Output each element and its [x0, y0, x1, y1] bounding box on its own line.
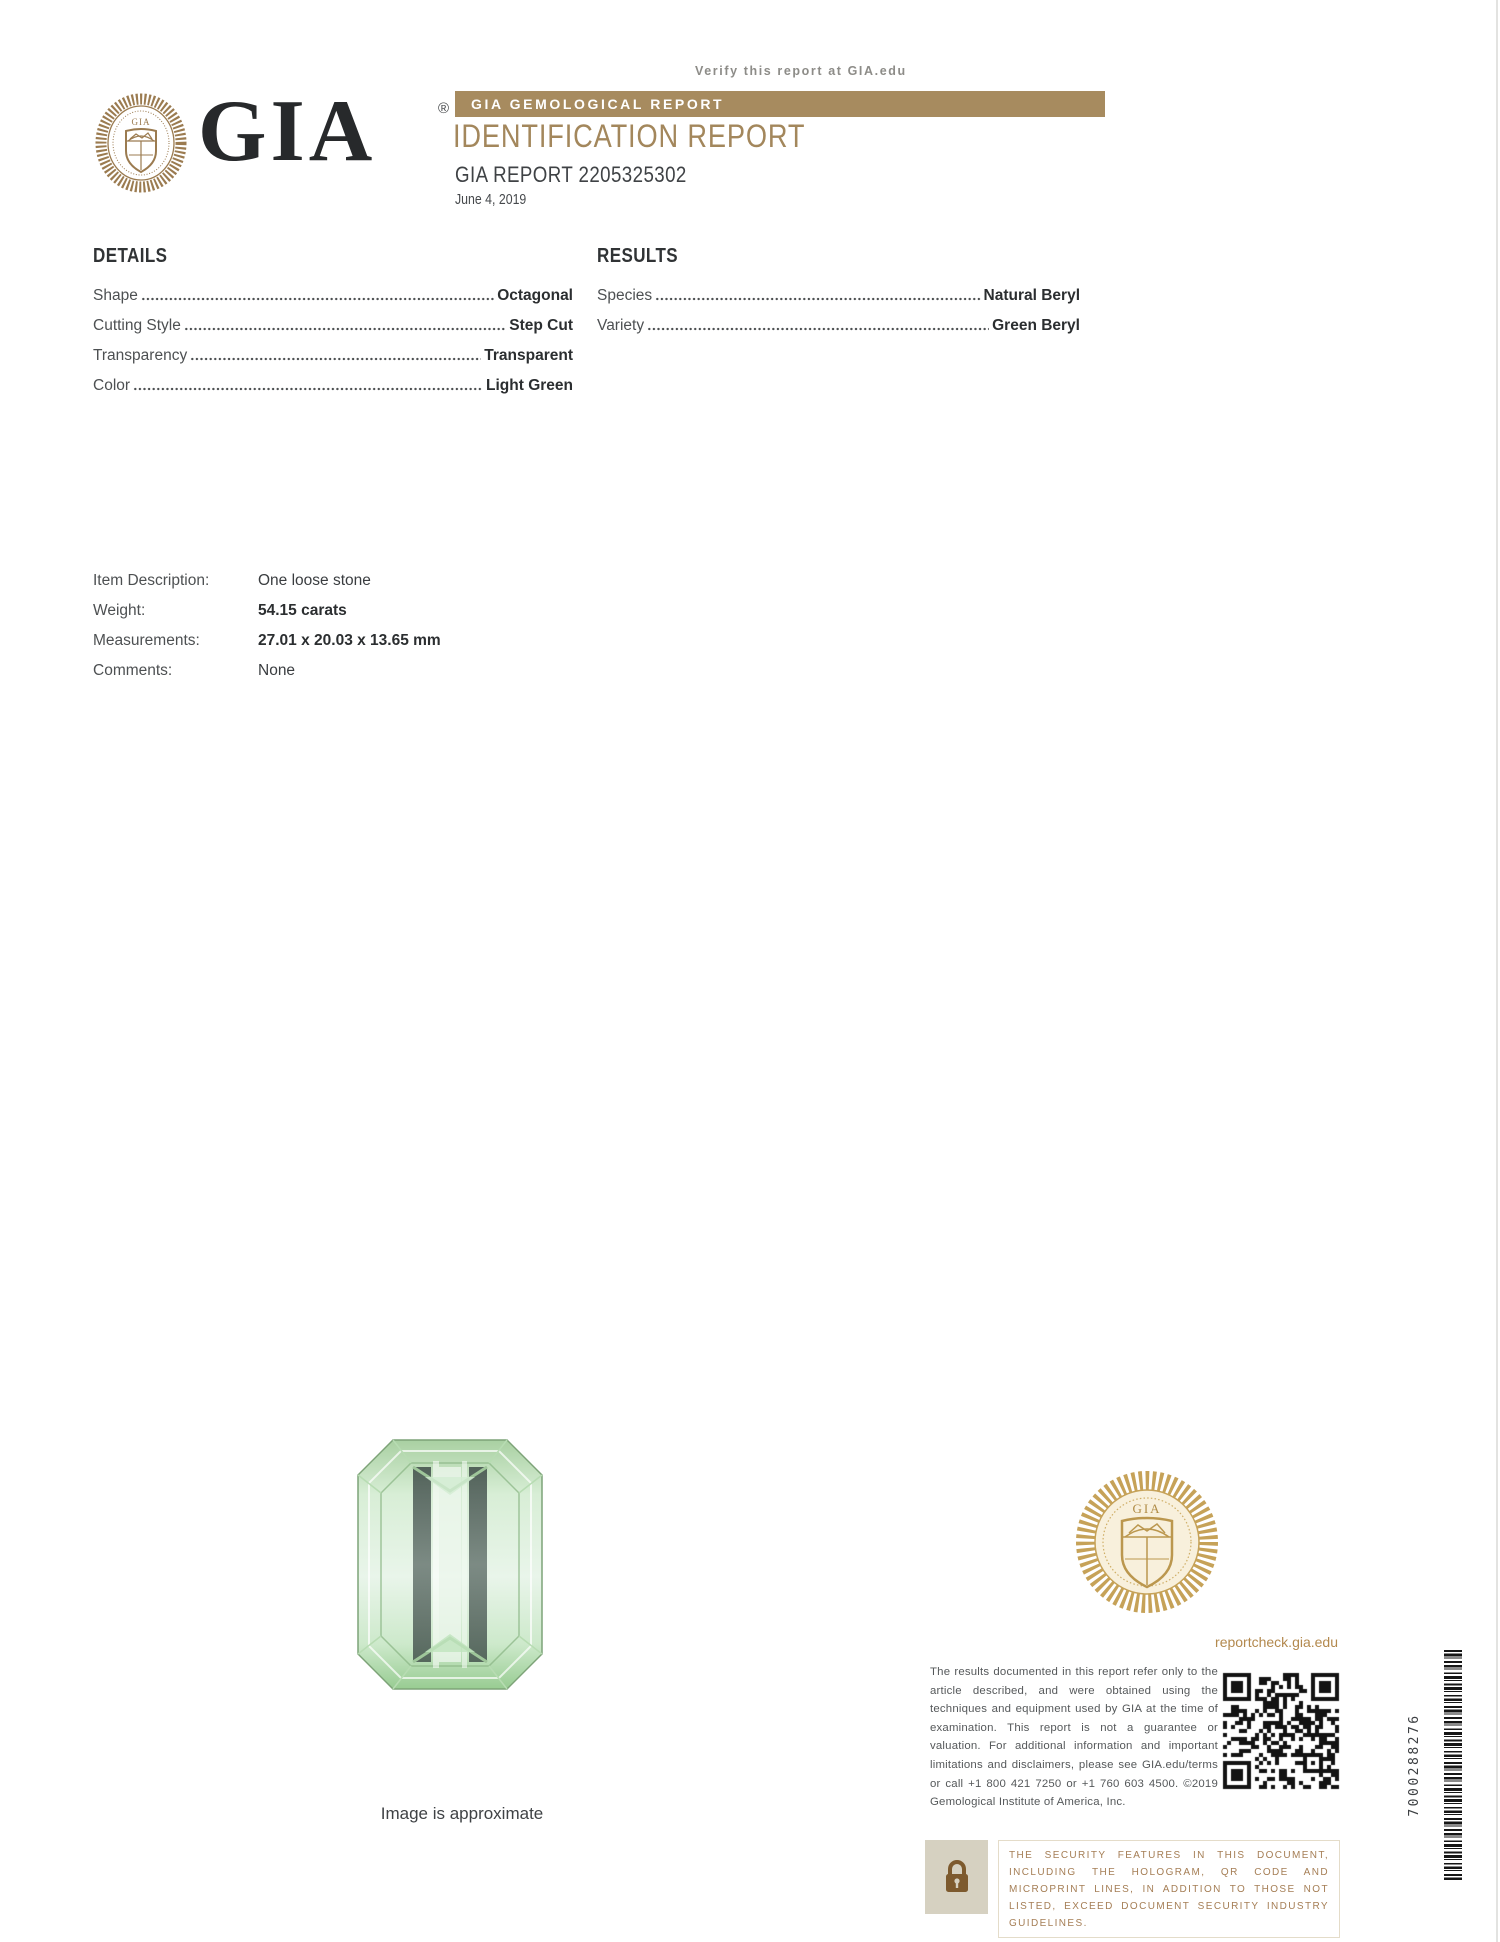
report-banner: GIA GEMOLOGICAL REPORT	[455, 91, 1105, 117]
seal-gia-text: GIA	[1132, 1501, 1162, 1516]
result-value: Green Beryl	[992, 317, 1080, 334]
disclaimer-text: The results documented in this report refer only to the article described, and were obtained using the techniques and equipment used by GIA at the time of examination. This report is not a guarantee or valuation. For additional information and important limitations and disclaimers, please see GIA.edu/terms or call +1 800 421 7250 or +1 760 603 4500. ©2019 Gemological Institute of America, Inc.	[930, 1666, 1218, 1809]
detail-value: Transparent	[484, 347, 573, 364]
item-value: 27.01 x 20.03 x 13.65 mm	[258, 632, 441, 649]
dot-leader	[647, 327, 989, 331]
item-label: Measurements:	[93, 632, 200, 649]
detail-row	[93, 366, 573, 396]
result-value: Natural Beryl	[983, 287, 1080, 304]
result-row	[597, 306, 1080, 336]
report-title: IDENTIFICATION REPORT	[453, 118, 806, 154]
item-value: One loose stone	[258, 572, 371, 589]
logo-seal-gia-text: GIA	[131, 117, 151, 127]
item-label: Comments:	[93, 662, 173, 679]
item-label: Item Description:	[93, 572, 210, 589]
security-notice: THE SECURITY FEATURES IN THIS DOCUMENT, INCLUDING THE HOLOGRAM, QR CODE AND MICROPRINT LINES, IN ADDITION TO THOSE NOT LISTED, EXCEED DOCUMENT SECURITY INDUSTRY GUIDELINES.	[998, 1840, 1340, 1938]
result-label: Variety	[597, 317, 645, 334]
detail-row	[93, 306, 573, 336]
qr-code	[1222, 1668, 1340, 1794]
detail-value: Light Green	[486, 377, 573, 394]
detail-label: Cutting Style	[93, 317, 181, 334]
detail-label: Shape	[93, 287, 138, 304]
dot-leader	[141, 297, 494, 301]
dot-leader	[655, 297, 980, 301]
result-label: Species	[597, 287, 653, 304]
item-value: None	[258, 662, 296, 679]
item-value: 54.15 carats	[258, 602, 347, 619]
reportcheck-url: reportcheck.gia.edu	[1215, 1634, 1338, 1650]
registered-mark: ®	[438, 100, 450, 117]
results-section	[597, 245, 1080, 336]
report-number: GIA REPORT 2205325302	[455, 162, 687, 187]
dot-leader	[184, 327, 506, 331]
details-heading: DETAILS	[93, 245, 168, 267]
lock-icon	[943, 1859, 971, 1895]
page-scan-edge	[1496, 0, 1498, 1942]
detail-value: Step Cut	[509, 317, 573, 334]
item-label: Weight:	[93, 602, 146, 619]
item-row	[93, 590, 573, 620]
detail-row	[93, 276, 573, 306]
security-strip	[925, 1840, 1340, 1938]
verify-note: Verify this report at GIA.edu	[695, 64, 907, 78]
details-section	[93, 245, 573, 396]
gia-gold-seal-icon	[1072, 1467, 1222, 1617]
item-row	[93, 620, 573, 650]
item-info-section	[93, 560, 573, 680]
dot-leader	[190, 357, 481, 361]
results-heading: RESULTS	[597, 245, 679, 267]
gia-logo-seal-icon	[93, 93, 189, 194]
security-lock-box	[925, 1840, 988, 1914]
detail-row	[93, 336, 573, 366]
image-approximate-caption: Image is approximate	[380, 1804, 544, 1823]
results-rows	[597, 276, 1080, 336]
item-row	[93, 560, 573, 590]
result-row	[597, 276, 1080, 306]
gemstone-image	[355, 1437, 545, 1692]
detail-value: Octagonal	[497, 287, 573, 304]
gia-logo-text: GIA	[198, 83, 377, 180]
detail-label: Transparency	[93, 347, 188, 364]
dot-leader	[133, 387, 483, 391]
details-rows	[93, 276, 573, 396]
barcode-number: 7000288276	[1407, 1713, 1422, 1817]
detail-label: Color	[93, 377, 131, 394]
report-date: June 4, 2019	[455, 192, 527, 208]
item-row	[93, 650, 573, 680]
vertical-barcode	[1444, 1650, 1462, 1880]
